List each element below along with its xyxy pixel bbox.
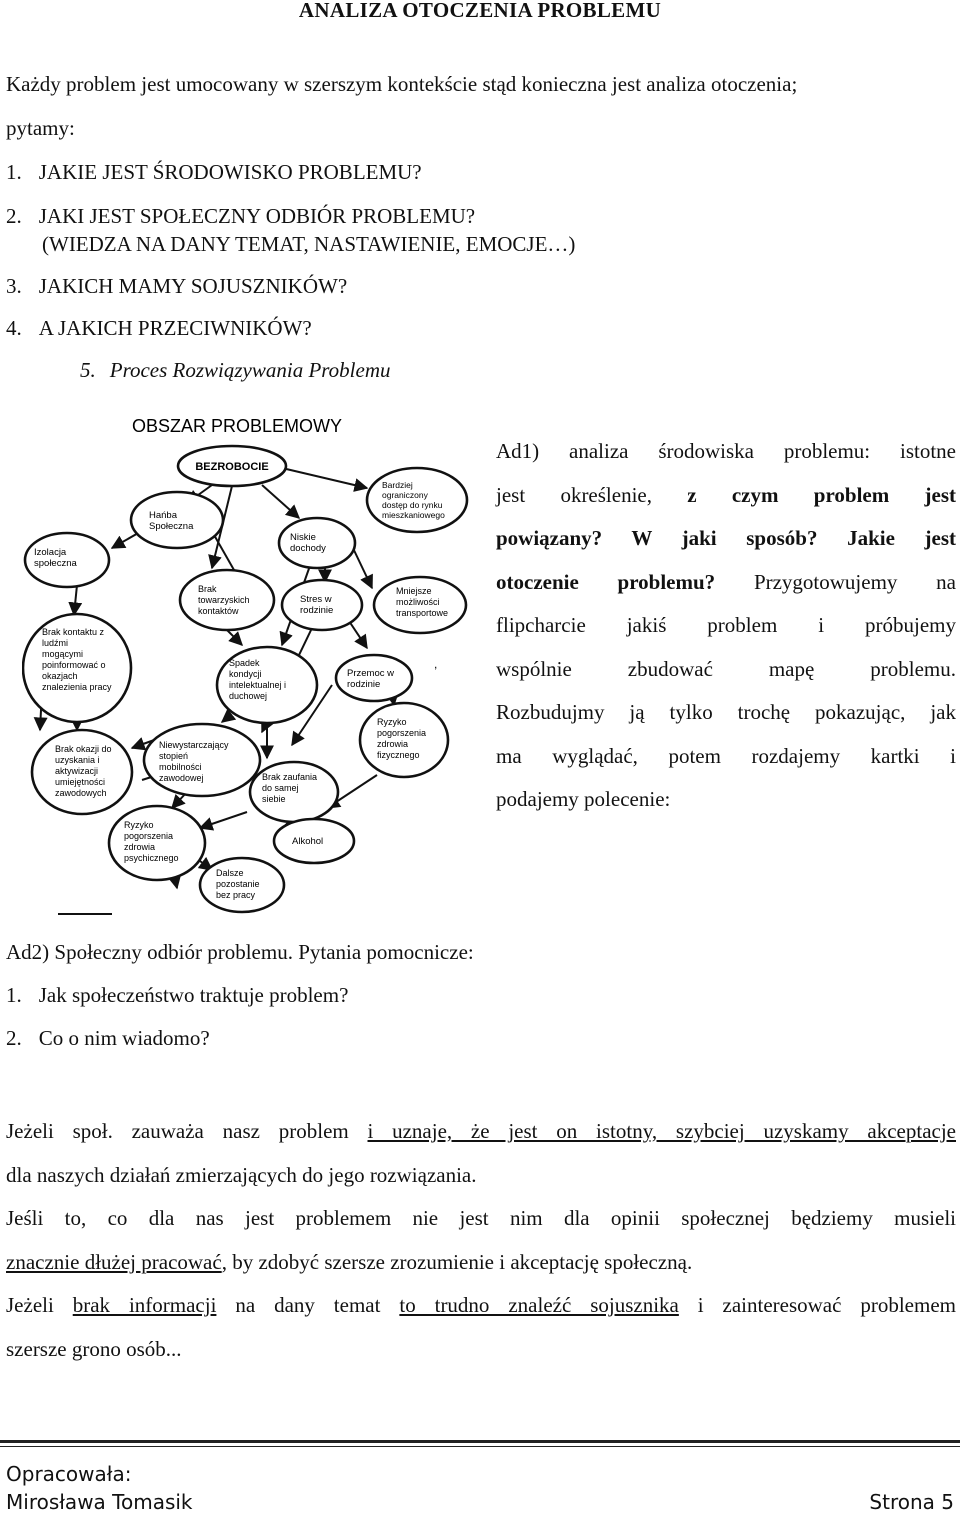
node-ryzyko-fizycznego <box>360 703 448 777</box>
text-segment: , by zdobyć szersze zrozumienie i akceptację społeczną. <box>221 1249 693 1274</box>
text-line <box>6 1241 956 1285</box>
underlined-text: i uznaje, że jest on istotny, szybciej uzyskamy akceptacje <box>367 1119 956 1143</box>
node-label: psychicznego <box>124 853 179 863</box>
node-label: zawodowej <box>159 773 204 783</box>
node-niskie-dochody <box>279 518 355 568</box>
edge <box>352 546 372 588</box>
node-label: bez pracy <box>216 890 256 900</box>
node-label: możliwości <box>396 597 440 607</box>
node-label: towarzyskich <box>198 595 250 605</box>
ad2-item-1 <box>6 981 348 1009</box>
node-bardziej-ograniczony <box>367 468 467 532</box>
node-label: Brak <box>198 584 217 594</box>
text-segment: Jeżeli <box>6 1293 73 1317</box>
question-text: Proces Rozwiązywania Problemu <box>109 358 391 382</box>
node-label: aktywizacji <box>55 766 99 776</box>
node-label: dochody <box>290 543 326 554</box>
node-label: Ryzyko <box>124 820 154 830</box>
text-segment: i zainteresować problemem <box>678 1293 956 1317</box>
node-label: Brak zaufania <box>262 772 318 782</box>
footer-page-number: Strona 5 <box>869 1490 954 1514</box>
question-text: JAKI JEST SPOŁECZNY ODBIÓR PROBLEMU? <box>38 204 476 228</box>
question-4 <box>6 314 312 342</box>
question-5 <box>80 356 391 384</box>
node-label: zdrowia <box>377 739 409 749</box>
question-1 <box>6 158 422 186</box>
node-label: kondycji <box>229 669 262 679</box>
edge <box>200 812 247 828</box>
node-label: ograniczony <box>382 490 428 500</box>
text-line <box>6 1328 956 1372</box>
footer-label: Opracowała: <box>6 1462 132 1486</box>
text-line <box>6 1154 956 1198</box>
text-segment: ma wyglądać, potem rozdajemy kartki i <box>496 743 956 768</box>
node-mniejsze-mozliwosci <box>374 577 466 633</box>
paragraph <box>6 1197 956 1284</box>
node-label: BEZROBOCIE <box>195 461 269 473</box>
text-segment: Jeśli to, co dla nas jest problemem nie jest nim dla opinii społecznej będziemy musieli <box>6 1206 956 1230</box>
text-line <box>496 604 956 648</box>
node-label: poinformować o <box>42 660 106 670</box>
text-line <box>496 561 956 605</box>
node-label: ludźmi <box>42 638 69 648</box>
node-label: intelektualnej i <box>229 680 287 690</box>
text-segment: jest określenie, <box>496 482 688 507</box>
node-label: duchowej <box>229 691 268 701</box>
question-2 <box>6 202 475 230</box>
text-segment: dla naszych działań zmierzających do jego rozwiązania. <box>6 1162 477 1187</box>
question-text: JAKIE JEST ŚRODOWISKO PROBLEMU? <box>38 160 422 184</box>
node-label: okazjach <box>42 671 78 681</box>
text-segment: flipcharcie jakiś problem i próbujemy <box>496 613 956 637</box>
question-3 <box>6 272 347 300</box>
text-line <box>496 778 956 822</box>
node-label: zawodowych <box>55 788 107 798</box>
node-label: pogorszenia <box>377 728 427 738</box>
node-label: Hańba <box>149 510 177 521</box>
node-brak-kontaktu <box>23 614 131 722</box>
text-segment: szersze grono osób... <box>6 1336 182 1361</box>
edge <box>282 468 367 488</box>
text-line <box>496 474 956 518</box>
underlined-text: brak informacji <box>72 1293 217 1317</box>
intro-line-1: Każdy problem jest umocowany w szerszym kontekście stąd konieczna jest analiza otoczenia; <box>6 72 798 96</box>
node-label: znalezienia pracy <box>42 682 112 692</box>
text-segment: Rozbudujmy ją tylko trochę pokazując, jak <box>496 700 956 724</box>
node-brak-okazji <box>32 730 132 814</box>
text-segment: na dany temat <box>216 1293 400 1317</box>
text-segment: Jeżeli społ. zauważa nasz problem <box>6 1119 368 1143</box>
underlined-text: to trudno znaleźć sojusznika <box>399 1293 679 1317</box>
text-line <box>6 1197 956 1241</box>
node-label: Bardziej <box>382 480 413 490</box>
node-label: Spadek <box>229 658 260 668</box>
node-brak-towarzyskich <box>180 570 274 630</box>
question-number: 3. <box>6 274 22 298</box>
node-label: rodzinie <box>347 679 381 690</box>
node-label: mogącymi <box>42 649 84 659</box>
node-brak-zaufania <box>250 762 338 822</box>
item-text: Jak społeczeństwo traktuje problem? <box>38 983 349 1007</box>
bold-text: z czym problem jest <box>687 482 956 507</box>
paragraph <box>6 1284 956 1371</box>
node-label: Mniejsze <box>396 586 432 596</box>
node-label: rodzinie <box>300 605 334 616</box>
node-label: społeczna <box>34 558 77 569</box>
node-spadek-kondycji <box>217 647 317 723</box>
intro-line-2: pytamy: <box>6 116 75 140</box>
edge <box>74 585 77 615</box>
text-line <box>496 430 956 474</box>
problem-area-diagram <box>22 400 480 920</box>
bold-text: otoczenie problemu? <box>496 569 716 594</box>
node-label: Przemoc w <box>347 668 394 679</box>
text-segment: Ad1) analiza środowiska problemu: istotne <box>496 439 956 463</box>
node-label: Brak kontaktu z <box>42 627 105 637</box>
item-number: 2. <box>6 1026 22 1050</box>
node-label: dostęp do rynku <box>382 500 443 510</box>
node-label: Brak okazji do <box>55 744 112 754</box>
node-przemoc-w-rodzinie <box>336 655 412 701</box>
node-label: fizycznego <box>377 750 420 760</box>
edge <box>262 485 299 518</box>
node-niewystarczajacy <box>144 724 260 796</box>
node-label: Stres w <box>300 594 332 605</box>
paragraph <box>6 1110 956 1197</box>
node-label: pozostanie <box>216 879 260 889</box>
node-label: Izolacja <box>34 547 67 558</box>
node-hanba-spoleczna <box>131 492 223 548</box>
underlined-text: znacznie dłużej pracować <box>6 1249 222 1274</box>
question-number: 1. <box>6 160 22 184</box>
text-line <box>496 691 956 735</box>
question-text: A JAKICH PRZECIWNIKÓW? <box>38 316 312 340</box>
node-alkohol <box>274 819 354 863</box>
question-2-subtext: (WIEDZA NA DANY TEMAT, NASTAWIENIE, EMOCJE…) <box>42 232 576 256</box>
stray-comma: , <box>434 657 438 671</box>
text-line <box>6 1284 956 1328</box>
node-label: Dalsze <box>216 868 244 878</box>
svg-text:Brak kontaktu z ludźmi <box>42 627 112 692</box>
page-title: ANALIZA OTOCZENIA PROBLEMU <box>298 0 662 22</box>
question-number: 4. <box>6 316 22 340</box>
edge <box>222 718 227 722</box>
node-stres-w-rodzinie <box>282 580 362 630</box>
ad2-item-2 <box>6 1024 210 1052</box>
node-label: uzyskania i <box>55 755 100 765</box>
text-line <box>496 735 956 779</box>
item-number: 1. <box>6 983 22 1007</box>
body-paragraphs <box>6 1110 956 1371</box>
text-line <box>496 648 956 692</box>
footer-rule-thin <box>0 1446 960 1447</box>
node-label: zdrowia <box>124 842 156 852</box>
ad1-block <box>496 430 956 822</box>
text-segment: Przygotowujemy na <box>715 569 957 594</box>
text-line <box>6 1110 956 1154</box>
question-number: 5. <box>80 358 96 382</box>
text-segment: podajemy polecenie: <box>496 787 671 811</box>
node-label: transportowe <box>396 608 449 618</box>
node-label: umiejętności <box>55 777 106 787</box>
node-label: kontaktów <box>198 606 239 616</box>
node-label: mobilności <box>159 762 202 772</box>
svg-text:Stres wrodzinie <box>300 594 333 616</box>
question-text: JAKICH MAMY SOJUSZNIKÓW? <box>38 274 348 298</box>
item-text: Co o nim wiadomo? <box>38 1026 210 1050</box>
ad2-heading: Ad2) Społeczny odbiór problemu. Pytania pomocnicze: <box>6 940 474 964</box>
node-izolacja <box>25 533 109 587</box>
node-label: Niskie <box>290 532 316 543</box>
node-label: Alkohol <box>292 836 324 847</box>
node-bezrobocie <box>178 446 286 486</box>
node-dalsze-pozostanie <box>200 858 284 912</box>
node-label: stopień <box>159 751 189 761</box>
node-label: Niewystarczający <box>159 740 229 750</box>
node-label: siebie <box>262 794 286 804</box>
node-label: Społeczna <box>149 521 194 532</box>
bold-text: powiązany? W jaki sposób? Jakie jest <box>496 526 956 550</box>
node-label: mieszkaniowego <box>382 510 445 520</box>
node-ryzyko-psychicznego <box>109 806 205 880</box>
node-label: do samej <box>262 783 299 793</box>
footer-rule <box>0 1440 960 1443</box>
node-label: pogorszenia <box>124 831 174 841</box>
text-line <box>496 517 956 561</box>
node-label: Ryzyko <box>377 717 407 727</box>
question-number: 2. <box>6 204 22 228</box>
footer-author: Mirosława Tomasik <box>6 1490 193 1514</box>
text-segment: wspólnie zbudować mapę problemu. <box>496 656 956 681</box>
diagram-title: OBSZAR PROBLEMOWY <box>132 416 343 436</box>
